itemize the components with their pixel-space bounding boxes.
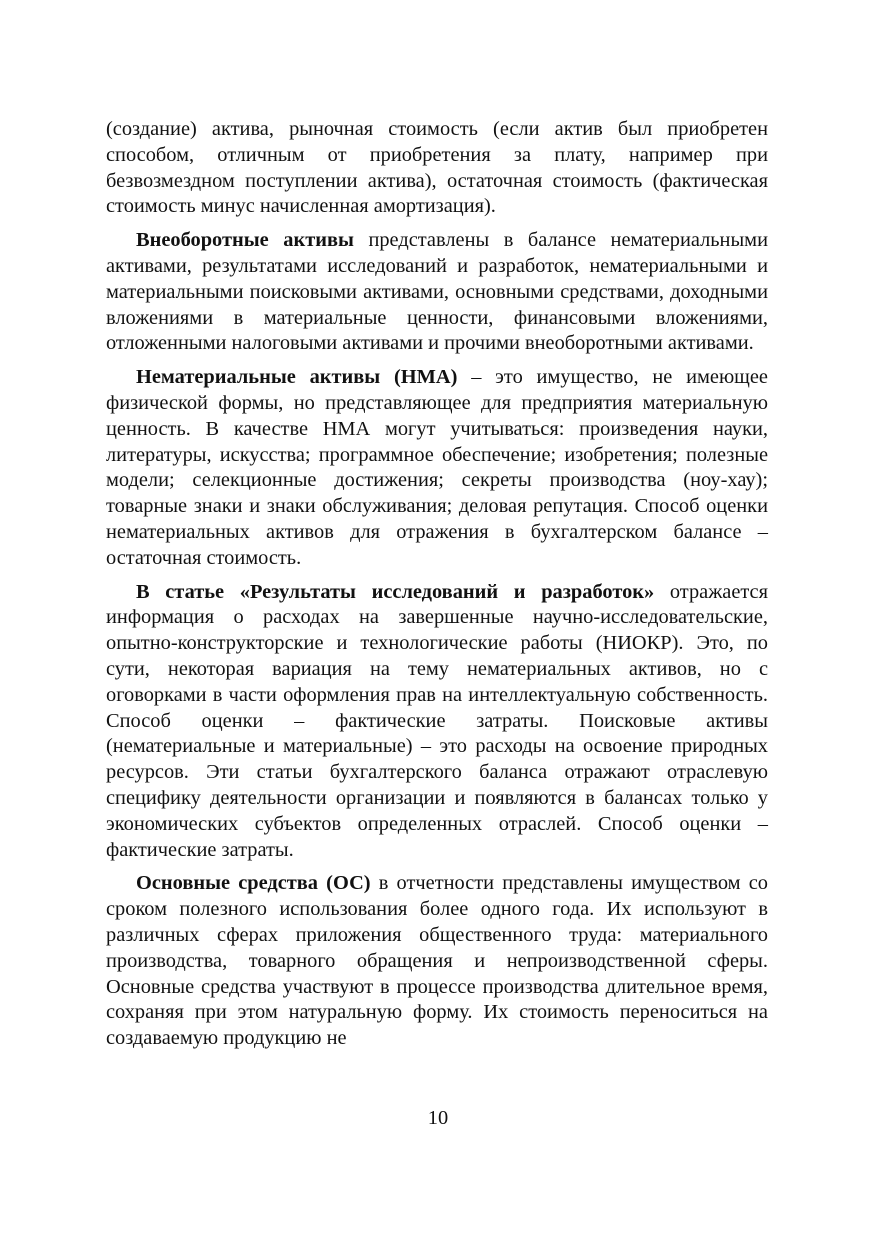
paragraph-text: отражается информация о расходах на завершенные научно-исследовательские, опытно-конструкторские и технологические работы (НИОКР). Это, по сути, некоторая вариация на тему нематериальных активов, но с оговорками в части оформления прав на интеллектуальную собственность. Способ оценки – фактические затраты. Поисковые активы (нематериальные и материальные) – это расходы на освоение природных ресурсов. Эти статьи бухгалтерского баланса отражают отраслевую специфику деятельности организации и появляются в балансах только у экономических субъектов определенных отраслей. Способ оценки – фактические затраты. bbox=[106, 580, 768, 861]
term-intangible-assets: Нематериальные активы (НМА) bbox=[136, 366, 458, 389]
term-research-results: В статье «Результаты исследований и разработок» bbox=[136, 580, 655, 603]
term-fixed-assets: Основные средства (ОС) bbox=[136, 872, 371, 895]
paragraph-non-current-assets bbox=[106, 228, 768, 357]
paragraph-text: представлены в балансе нематериальными активами, результатами исследований и разработок, нематериальными и материальными поисковыми активами, основными средствами, доходными вложениями в материальные ценности, финансовыми вложениями, отложенными налоговыми активами и прочими внеоборотными активами. bbox=[106, 229, 768, 355]
paragraph-text: – это имущество, не имеющее физической формы, но представляющее для предприятия материальную ценность. В качестве НМА могут учитываться: произведения науки, литературы, искусства; программное обеспечение; изобретения; полезные модели; селекционные достижения; секреты производства (ноу-хау); товарные знаки и знаки обслуживания; деловая репутация. Способ оценки нематериальных активов для отражения в бухгалтерском балансе – остаточная стоимость. bbox=[106, 366, 768, 569]
term-non-current-assets: Внеоборотные активы bbox=[136, 229, 354, 252]
paragraph-text: в отчетности представлены имуществом со сроком полезного использования более одного года. Их используют в различных сферах приложения общественного труда: материального производства, товарного обращения и непроизводственной сферы. Основные средства участвуют в процессе производства длительное время, сохраняя при этом натуральную форму. Их стоимость переноситься на создаваемую продукцию не bbox=[106, 872, 768, 1050]
paragraph-continuation bbox=[106, 117, 768, 220]
paragraph-text: (создание) актива, рыночная стоимость (если актив был приобретен способом, отличным от приобретения за плату, например при безвозмездном поступлении актива), остаточная стоимость (фактическая стоимость минус начисленная амортизация). bbox=[106, 118, 768, 218]
page-number: 10 bbox=[427, 1107, 449, 1129]
page-body bbox=[106, 117, 768, 1052]
paragraph-intangible-assets bbox=[106, 365, 768, 571]
paragraph-research-results bbox=[106, 580, 768, 864]
paragraph-fixed-assets bbox=[106, 871, 768, 1052]
